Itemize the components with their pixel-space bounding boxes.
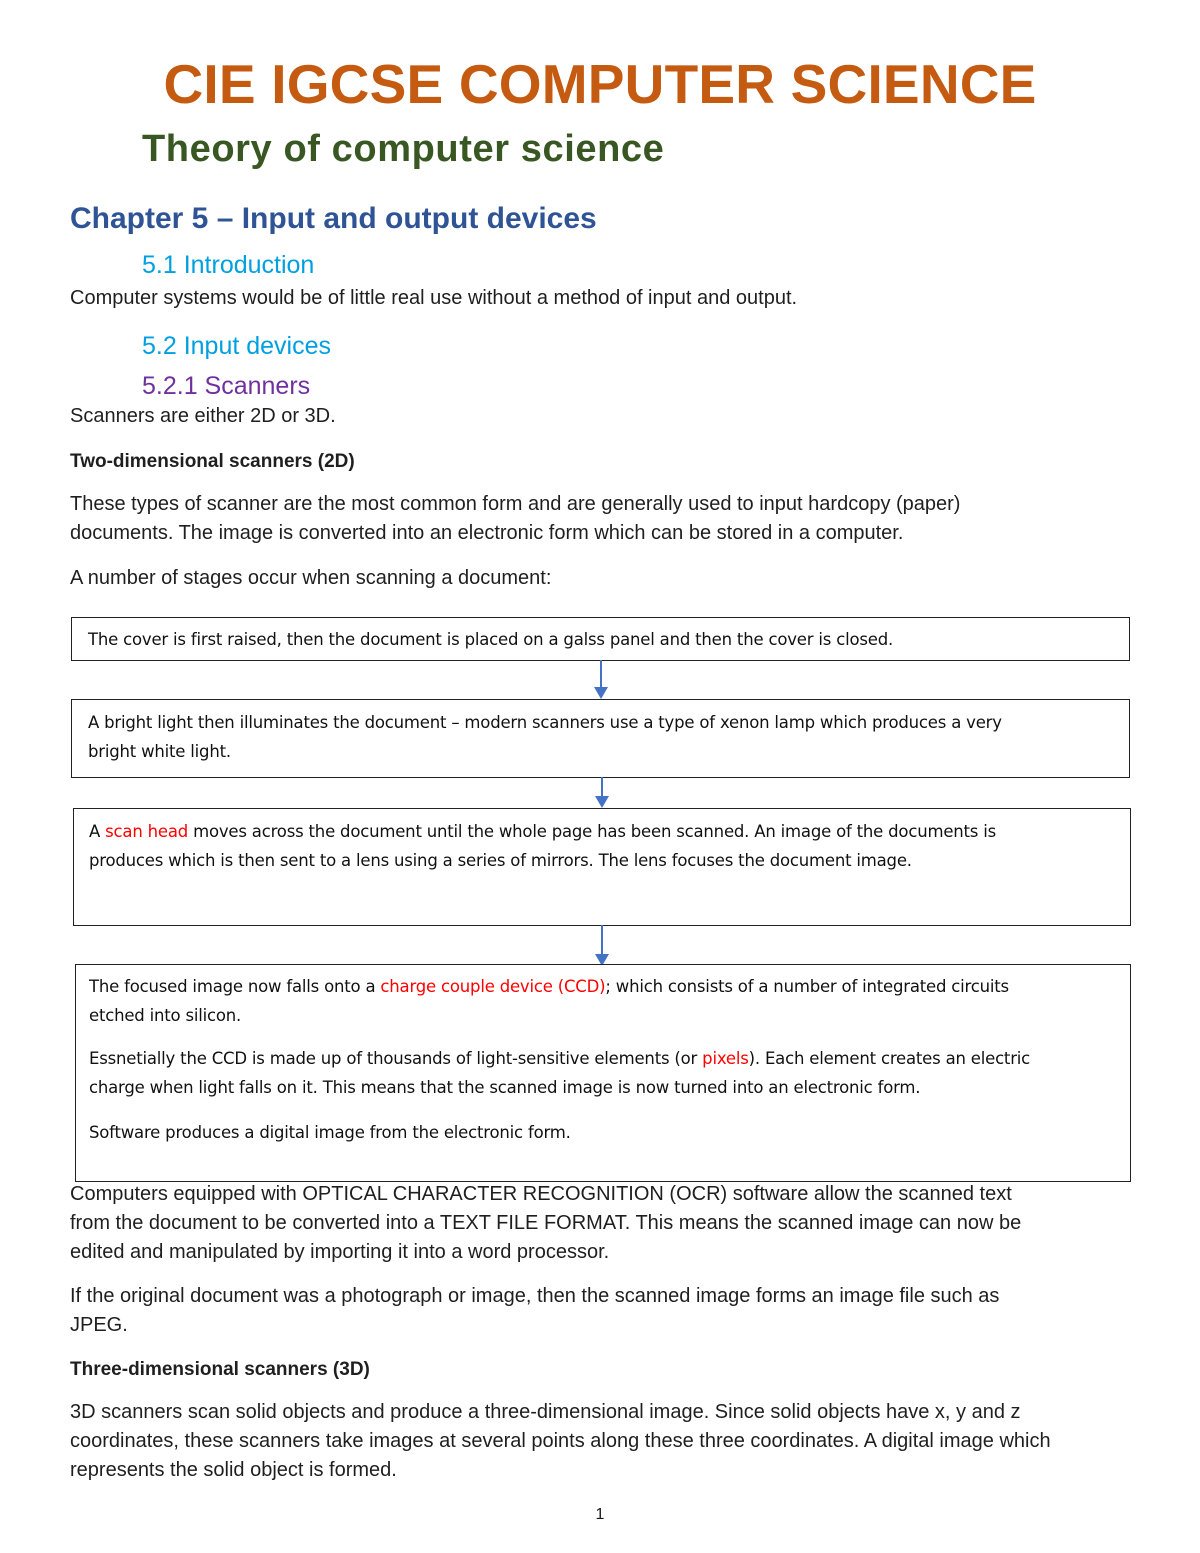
document-title: CIE IGCSE COMPUTER SCIENCE <box>163 53 1037 115</box>
section-5-1-heading: 5.1 Introduction <box>142 251 315 279</box>
scan-head-term: scan head <box>105 822 189 841</box>
section-5-1-text: Computer systems would be of little real use without a method of input and output. <box>70 287 798 309</box>
flow-step-box <box>71 617 1130 661</box>
flow-step-text: A scan head moves across the document until the whole page has been scanned. An image of the documents is <box>89 822 997 841</box>
flow-step-text: Software produces a digital image from the electronic form. <box>89 1123 571 1142</box>
page-number: 1 <box>595 1506 605 1523</box>
two-d-paragraph-line: documents. The image is converted into an electronic form which can be stored in a computer. <box>70 522 904 544</box>
flow-step-box <box>73 808 1131 926</box>
three-d-heading: Three-dimensional scanners (3D) <box>70 1359 370 1380</box>
chapter-heading: Chapter 5 – Input and output devices <box>70 202 597 235</box>
flow-step-box <box>71 699 1130 778</box>
stages-intro: A number of stages occur when scanning a document: <box>70 567 552 589</box>
flow-step-text: A bright light then illuminates the document – modern scanners use a type of xenon lamp which produces a very <box>88 713 1002 732</box>
down-arrow-icon <box>591 660 611 700</box>
ocr-paragraph-line: edited and manipulated by importing it into a word processor. <box>70 1241 610 1263</box>
down-arrow-icon <box>592 777 612 809</box>
two-d-paragraph-line: These types of scanner are the most common form and are generally used to input hardcopy (paper) <box>70 493 961 515</box>
ocr-paragraph-line: Computers equipped with OPTICAL CHARACTER RECOGNITION (OCR) software allow the scanned text <box>70 1183 1012 1205</box>
pixels-term: pixels <box>702 1049 749 1068</box>
flow-step-text: The focused image now falls onto a charge couple device (CCD); which consists of a number of integrated circuits <box>89 977 1009 996</box>
flow-step-text: bright white light. <box>88 742 231 761</box>
document-subtitle: Theory of computer science <box>142 128 665 170</box>
scanners-intro: Scanners are either 2D or 3D. <box>70 405 336 427</box>
flow-step-text: etched into silicon. <box>89 1006 242 1025</box>
flow-step-text: The cover is first raised, then the document is placed on a galss panel and then the cover is closed. <box>88 630 894 649</box>
flow-step-box <box>75 964 1131 1182</box>
photo-paragraph-line: If the original document was a photograph or image, then the scanned image forms an image file such as <box>70 1285 1000 1307</box>
three-d-paragraph-line: 3D scanners scan solid objects and produce a three-dimensional image. Since solid objects have x, y and z <box>70 1401 1021 1423</box>
two-d-heading: Two-dimensional scanners (2D) <box>70 451 355 472</box>
flow-step-text: produces which is then sent to a lens using a series of mirrors. The lens focuses the document image. <box>89 851 912 870</box>
flow-step-text: Essnetially the CCD is made up of thousands of light-sensitive elements (or pixels). Each element creates an electric <box>89 1049 1031 1068</box>
three-d-paragraph-line: coordinates, these scanners take images at several points along these three coordinates. A digital image which <box>70 1430 1051 1452</box>
ocr-paragraph-line: from the document to be converted into a TEXT FILE FORMAT. This means the scanned image can now be <box>70 1212 1022 1234</box>
three-d-paragraph-line: represents the solid object is formed. <box>70 1459 397 1481</box>
ccd-term: charge couple device (CCD) <box>380 977 606 996</box>
photo-paragraph-line: JPEG. <box>70 1314 128 1336</box>
section-5-2-1-heading: 5.2.1 Scanners <box>142 372 311 400</box>
flow-step-text: charge when light falls on it. This means that the scanned image is now turned into an electronic form. <box>89 1078 921 1097</box>
down-arrow-icon <box>592 925 612 967</box>
section-5-2-heading: 5.2 Input devices <box>142 332 332 360</box>
